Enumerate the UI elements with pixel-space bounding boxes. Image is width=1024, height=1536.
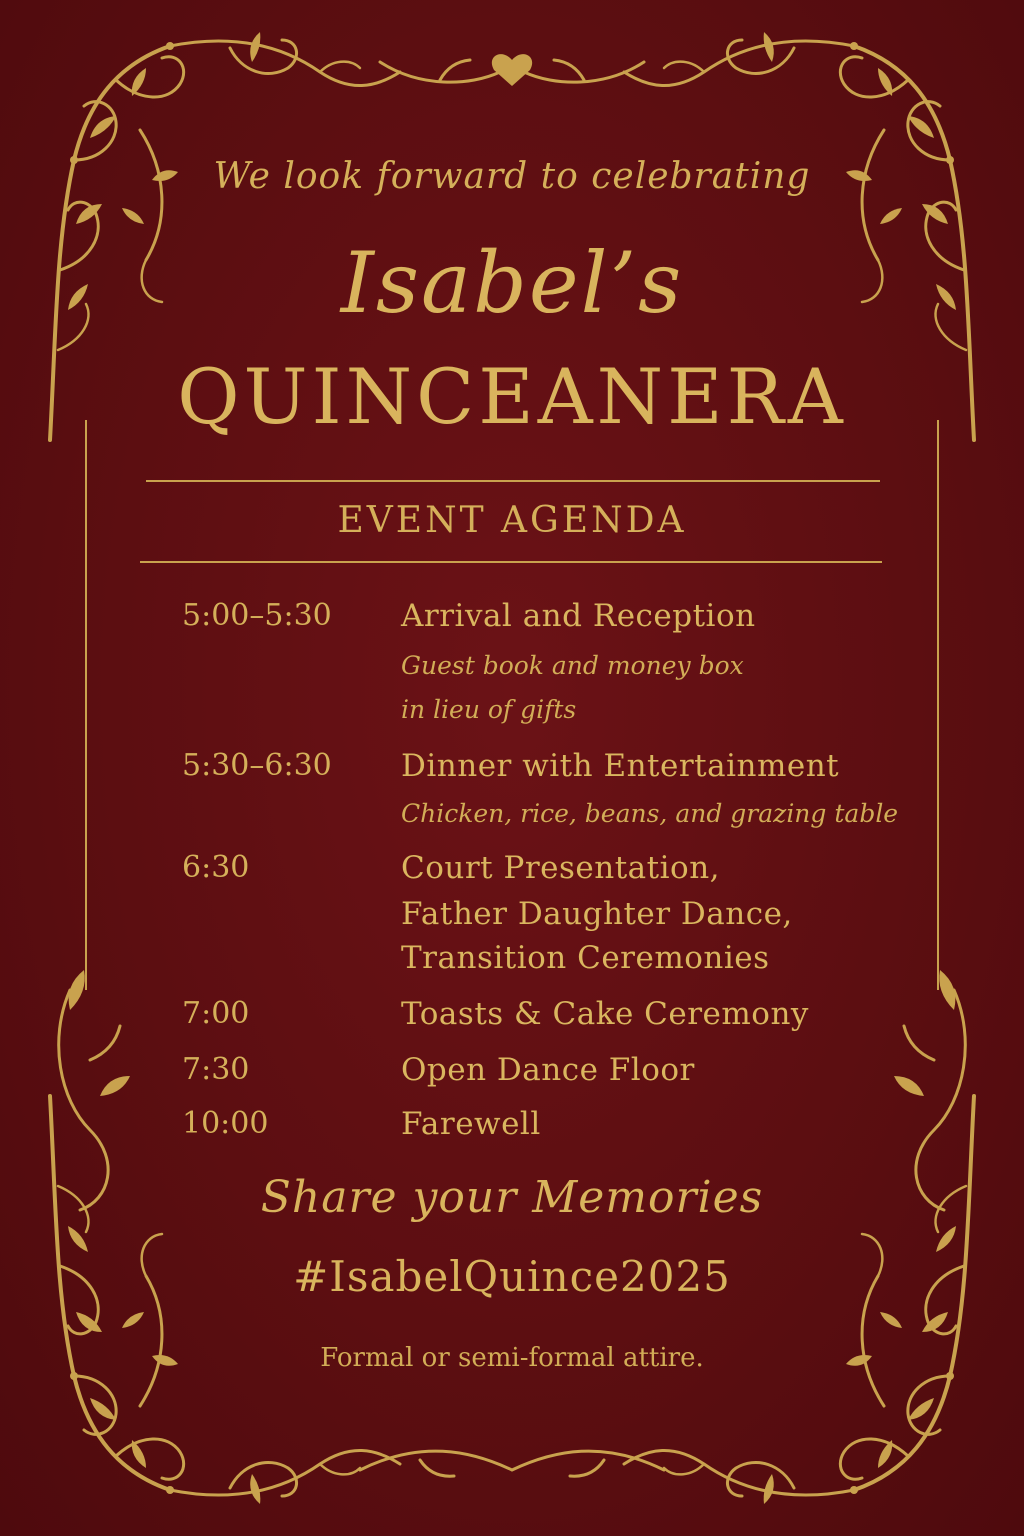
event-type-title: QUINCEANERA: [177, 352, 847, 441]
agenda-time: 10:00: [182, 1106, 269, 1141]
share-memories-text: Share your Memories: [260, 1172, 764, 1223]
agenda-time: 7:30: [182, 1052, 250, 1087]
agenda-title: Transition Ceremonies: [401, 940, 770, 976]
agenda-note: Chicken, rice, beans, and grazing table: [401, 799, 899, 828]
agenda-note: Guest book and money box: [401, 651, 744, 680]
agenda-time: 7:00: [182, 996, 250, 1031]
agenda-title: Dinner with Entertainment: [401, 748, 840, 784]
celebrant-name: Isabel’s: [340, 234, 684, 332]
hashtag: #IsabelQuince2025: [293, 1252, 731, 1301]
agenda-time: 6:30: [182, 850, 250, 885]
section-title: EVENT AGENDA: [337, 500, 687, 541]
agenda-title: Father Daughter Dance,: [401, 896, 793, 932]
divider-bottom: [140, 561, 882, 563]
intro-text: We look forward to celebrating: [213, 156, 811, 197]
agenda-title: Arrival and Reception: [401, 598, 756, 634]
attire-note: Formal or semi-formal attire.: [320, 1343, 704, 1373]
agenda-title: Open Dance Floor: [401, 1052, 695, 1088]
agenda-note: in lieu of gifts: [401, 695, 577, 724]
agenda-time: 5:30–6:30: [182, 748, 332, 783]
divider-top: [146, 480, 880, 482]
agenda-title: Farewell: [401, 1106, 541, 1142]
agenda-title: Court Presentation,: [401, 850, 721, 886]
agenda-time: 5:00–5:30: [182, 598, 332, 633]
agenda-title: Toasts & Cake Ceremony: [401, 996, 809, 1032]
